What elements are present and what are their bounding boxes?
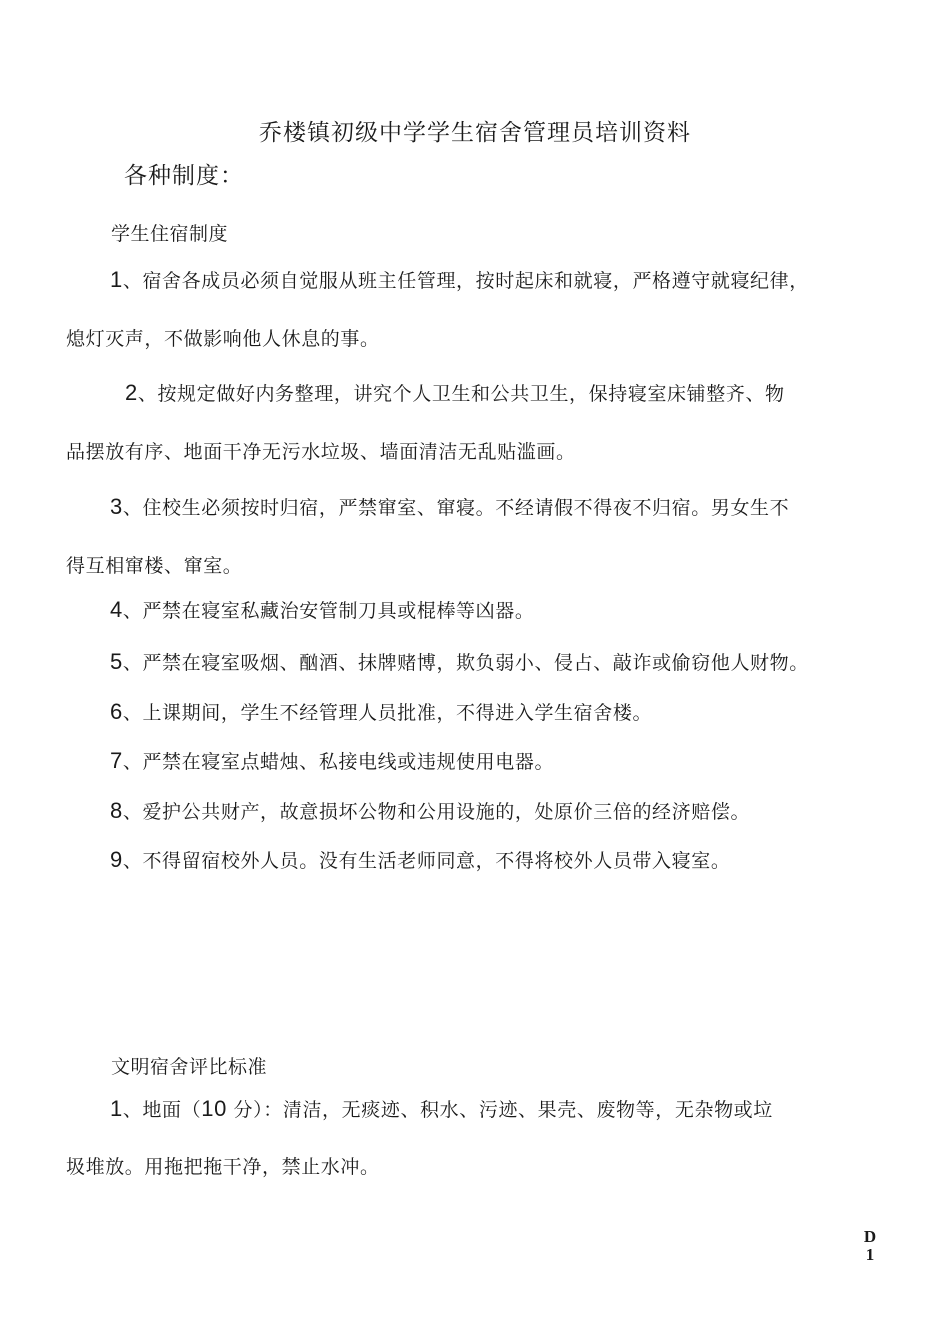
item-text: 分）：清洁，无痰迹、积水、污迹、果壳、废物等，无杂物或垃 bbox=[226, 1099, 773, 1121]
item-continuation: 得互相窜楼、窜室。 bbox=[66, 555, 243, 577]
item-number: 9 bbox=[110, 847, 123, 872]
item-number: 4 bbox=[110, 597, 123, 622]
item-number: 2 bbox=[125, 380, 138, 405]
item-number: 8 bbox=[110, 798, 123, 823]
item-text: 、严禁在寝室吸烟、酗酒、抹牌赌博，欺负弱小、侵占、敲诈或偷窃他人财物。 bbox=[122, 652, 809, 674]
section-heading: 各种制度： bbox=[124, 163, 244, 189]
item-continuation: 圾堆放。用拖把拖干净，禁止水冲。 bbox=[66, 1156, 380, 1178]
list-item bbox=[110, 797, 750, 824]
item-text: 、不得留宿校外人员。没有生活老师同意，不得将校外人员带入寝室。 bbox=[122, 850, 731, 872]
subsection-heading-dormitory-rules: 学生住宿制度 bbox=[111, 223, 229, 245]
footer-mark-letter: D bbox=[863, 1227, 877, 1246]
item-text: 、按规定做好内务整理，讲究个人卫生和公共卫生，保持寝室床铺整齐、物 bbox=[137, 383, 785, 405]
page-footer-mark bbox=[860, 1228, 880, 1264]
list-item bbox=[110, 648, 809, 675]
item-continuation: 熄灯灭声，不做影响他人休息的事。 bbox=[66, 328, 380, 350]
page-number: 1 bbox=[865, 1245, 875, 1264]
item-number: 6 bbox=[110, 699, 123, 724]
item-number: 1 bbox=[110, 1096, 123, 1121]
item-text: 、宿舍各成员必须自觉服从班主任管理，按时起床和就寝，严格遵守就寝纪律， bbox=[122, 270, 809, 292]
item-text: 、地面（ bbox=[122, 1099, 202, 1121]
list-item bbox=[110, 596, 534, 623]
item-number: 1 bbox=[110, 267, 123, 292]
item-text: 、严禁在寝室私藏治安管制刀具或棍棒等凶器。 bbox=[122, 600, 535, 622]
item-text: 、爱护公共财产，故意损坏公物和公用设施的，处原价三倍的经济赔偿。 bbox=[122, 801, 751, 823]
list-item bbox=[110, 698, 652, 725]
item-continuation: 品摆放有序、地面干净无污水垃圾、墙面清洁无乱贴滥画。 bbox=[66, 441, 576, 463]
list-item bbox=[110, 747, 554, 774]
list-item bbox=[110, 266, 809, 293]
item-text: 、住校生必须按时归宿，严禁窜室、窜寝。不经请假不得夜不归宿。男女生不 bbox=[122, 497, 790, 519]
list-item bbox=[125, 379, 785, 406]
list-item bbox=[110, 846, 730, 873]
subsection-heading-civilized-dorm-standards: 文明宿舍评比标准 bbox=[111, 1056, 268, 1078]
page-title: 乔楼镇初级中学学生宿舍管理员培训资料 bbox=[259, 120, 691, 146]
list-item bbox=[110, 493, 789, 520]
item-text: 、严禁在寝室点蜡烛、私接电线或违规使用电器。 bbox=[122, 751, 555, 773]
item-text: 、上课期间，学生不经管理人员批准，不得进入学生宿舍楼。 bbox=[122, 702, 653, 724]
item-number: 5 bbox=[110, 649, 123, 674]
item-score: 10 bbox=[201, 1096, 227, 1121]
item-number: 3 bbox=[110, 494, 123, 519]
list-item bbox=[110, 1095, 773, 1122]
item-number: 7 bbox=[110, 748, 123, 773]
